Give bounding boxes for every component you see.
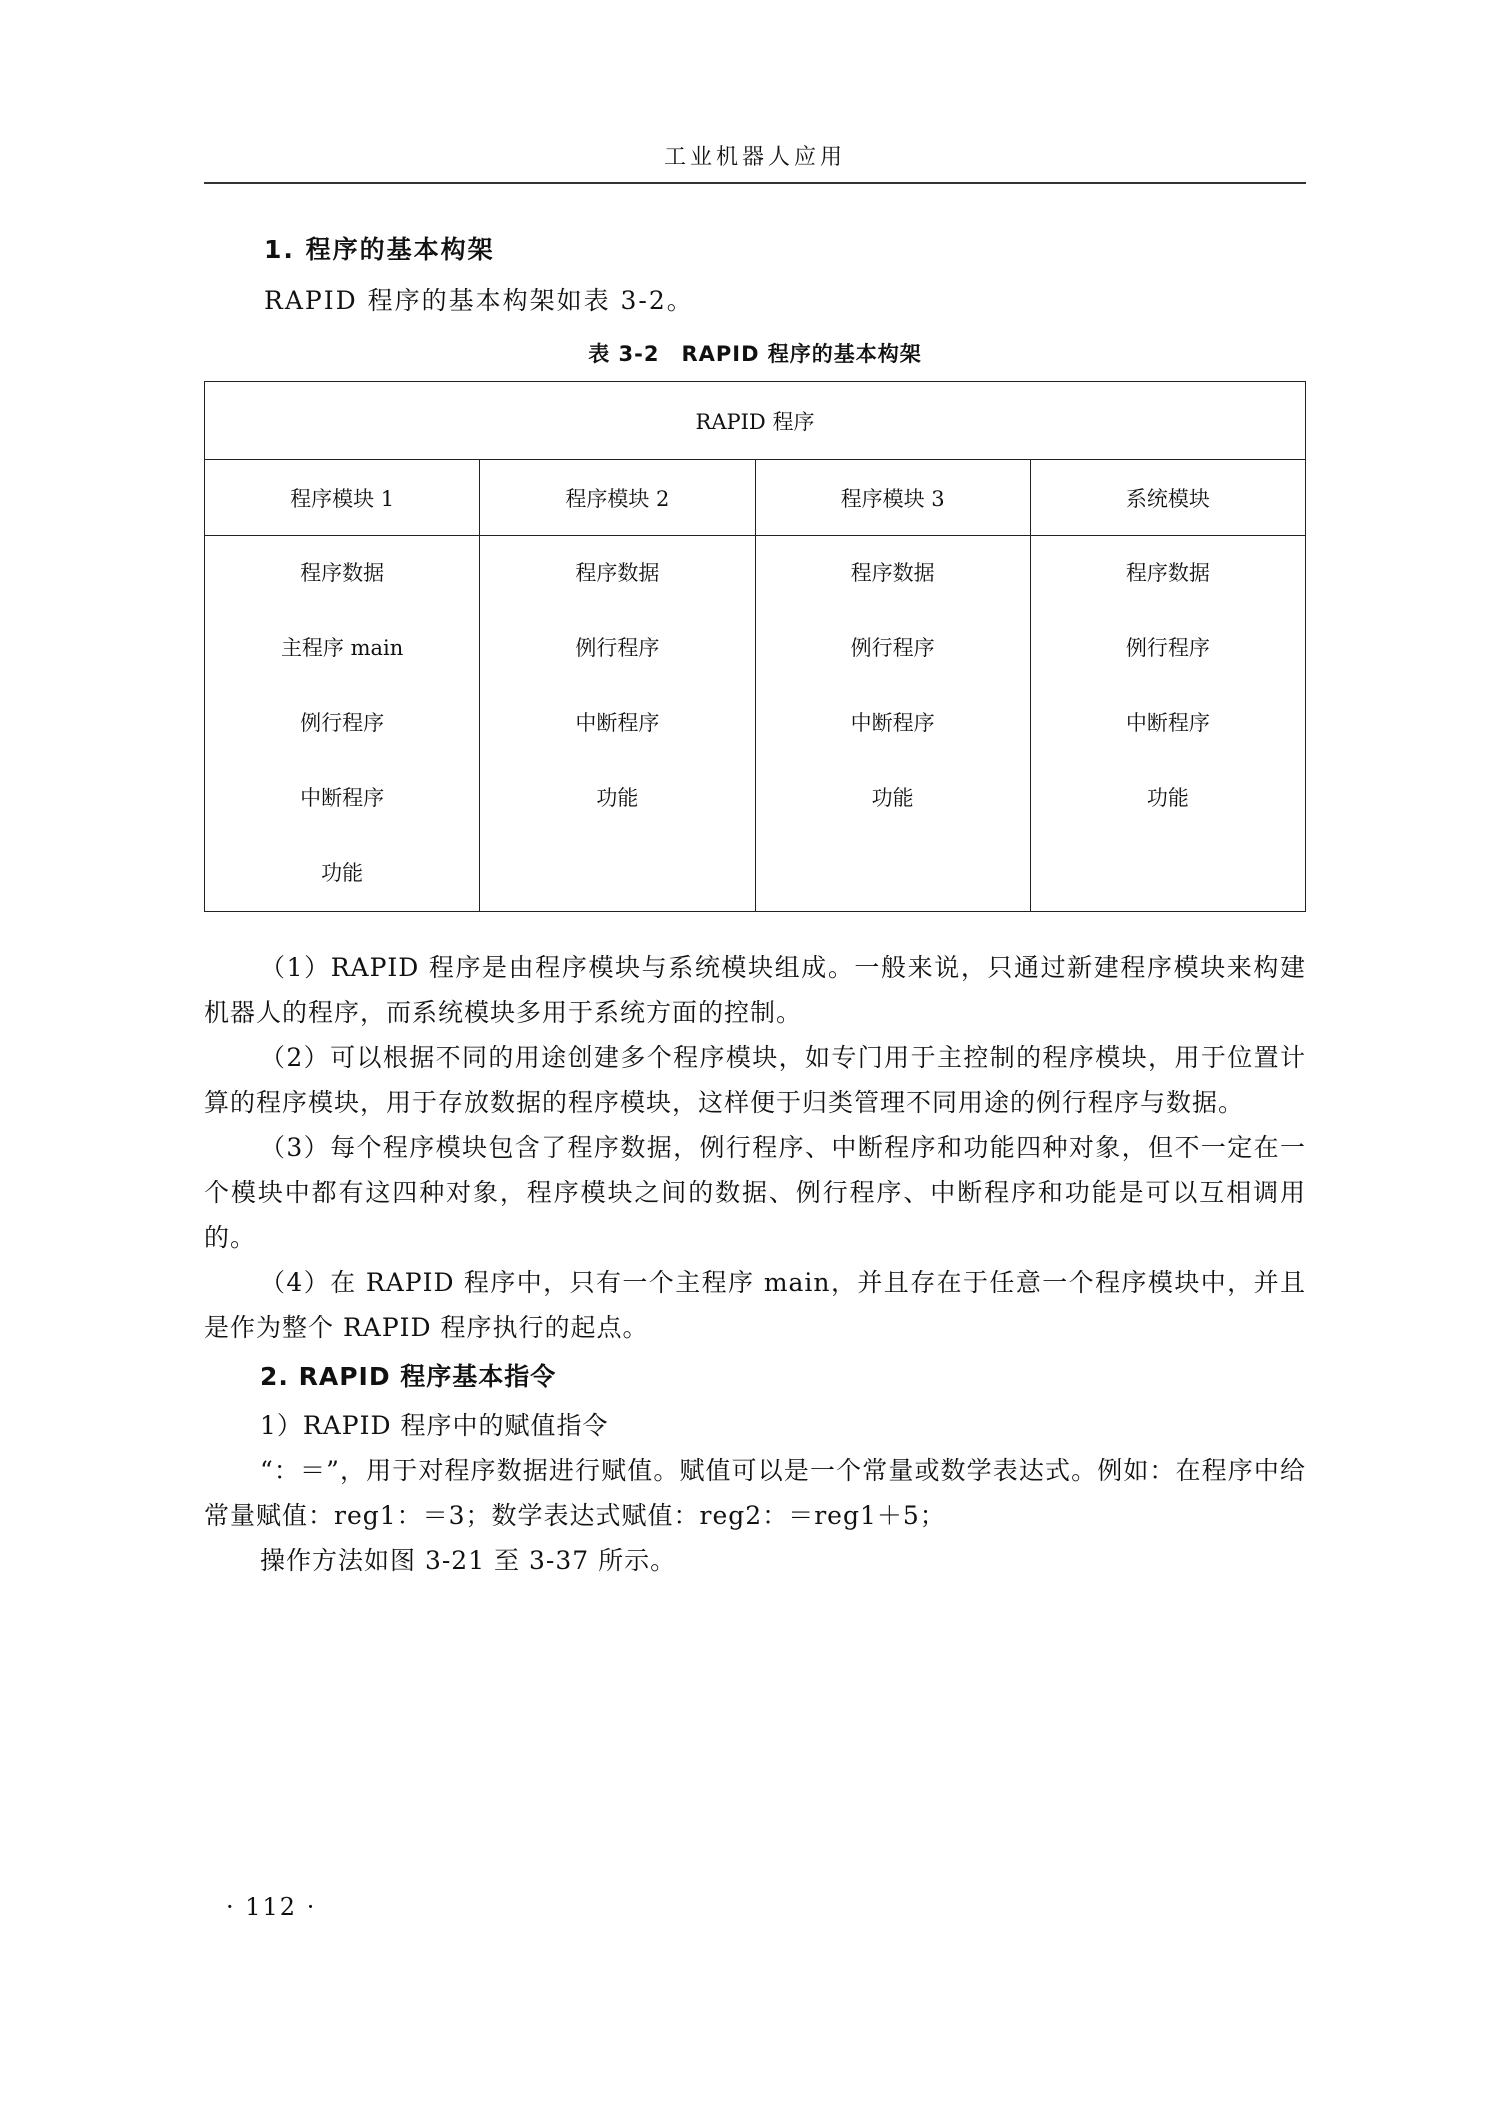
table-cell: 功能 — [321, 861, 364, 885]
paragraph: 操作方法如图 3-21 至 3-37 所示。 — [260, 1546, 677, 1575]
module-column-1 — [205, 536, 480, 912]
page-number: · 112 · — [226, 1893, 317, 1921]
table-cell: 例行程序 — [850, 636, 935, 660]
table-caption: 表 3-2 RAPID 程序的基本构架 — [588, 342, 922, 366]
module-header: 程序模块 2 — [480, 460, 755, 536]
subsection-heading: 1）RAPID 程序中的赋值指令 — [260, 1411, 609, 1440]
table-cell: 功能 — [596, 786, 639, 810]
table-cell: 程序数据 — [1125, 561, 1210, 585]
paragraph: （3）每个程序模块包含了程序数据，例行程序、中断程序和功能四种对象，但不一定在一个模块中都有这四种对象，程序模块之间的数据、例行程序、中断程序和功能是可以互相调用的。 — [204, 1133, 1306, 1252]
table-top-header: RAPID 程序 — [205, 382, 1306, 460]
table-cell: 程序数据 — [300, 561, 385, 585]
system-module-column — [1030, 536, 1305, 912]
module-header: 系统模块 — [1030, 460, 1305, 536]
section-intro: RAPID 程序的基本构架如表 3-2。 — [264, 286, 694, 315]
module-header: 程序模块 1 — [205, 460, 480, 536]
table-cell: 程序数据 — [850, 561, 935, 585]
table-cell: 中断程序 — [300, 786, 385, 810]
rapid-structure-table — [204, 381, 1306, 912]
module-header: 程序模块 3 — [755, 460, 1030, 536]
table-cell: 例行程序 — [300, 711, 385, 735]
running-header: 工业机器人应用 — [663, 145, 846, 170]
module-column-3 — [755, 536, 1030, 912]
body-text — [204, 945, 1306, 1583]
paragraph: “：＝”，用于对程序数据进行赋值。赋值可以是一个常量或数学表达式。例如：在程序中给常量赋值：reg1：＝3；数学表达式赋值：reg2：＝reg1＋5； — [204, 1456, 1306, 1530]
paragraph: （1）RAPID 程序是由程序模块与系统模块组成。一般来说，只通过新建程序模块来构建机器人的程序，而系统模块多用于系统方面的控制。 — [204, 953, 1306, 1027]
table-cell: 功能 — [871, 786, 914, 810]
table-cell: 程序数据 — [575, 561, 660, 585]
paragraph: （4）在 RAPID 程序中，只有一个主程序 main，并且存在于任意一个程序模块中，并且是作为整个 RAPID 程序执行的起点。 — [204, 1268, 1306, 1342]
section-heading-2: 2. RAPID 程序基本指令 — [260, 1362, 557, 1391]
header-rule — [204, 182, 1306, 184]
table-cell: 功能 — [1146, 786, 1189, 810]
table-cell: 主程序 main — [280, 636, 404, 660]
module-column-2 — [480, 536, 755, 912]
table-cell: 例行程序 — [1125, 636, 1210, 660]
paragraph: （2）可以根据不同的用途创建多个程序模块，如专门用于主控制的程序模块，用于位置计算的程序模块，用于存放数据的程序模块，这样便于归类管理不同用途的例行程序与数据。 — [204, 1043, 1306, 1117]
section-heading-1: 1. 程序的基本构架 — [264, 235, 495, 264]
table-cell: 中断程序 — [1125, 711, 1210, 735]
table-cell: 中断程序 — [575, 711, 660, 735]
table-cell: 中断程序 — [850, 711, 935, 735]
table-cell: 例行程序 — [575, 636, 660, 660]
